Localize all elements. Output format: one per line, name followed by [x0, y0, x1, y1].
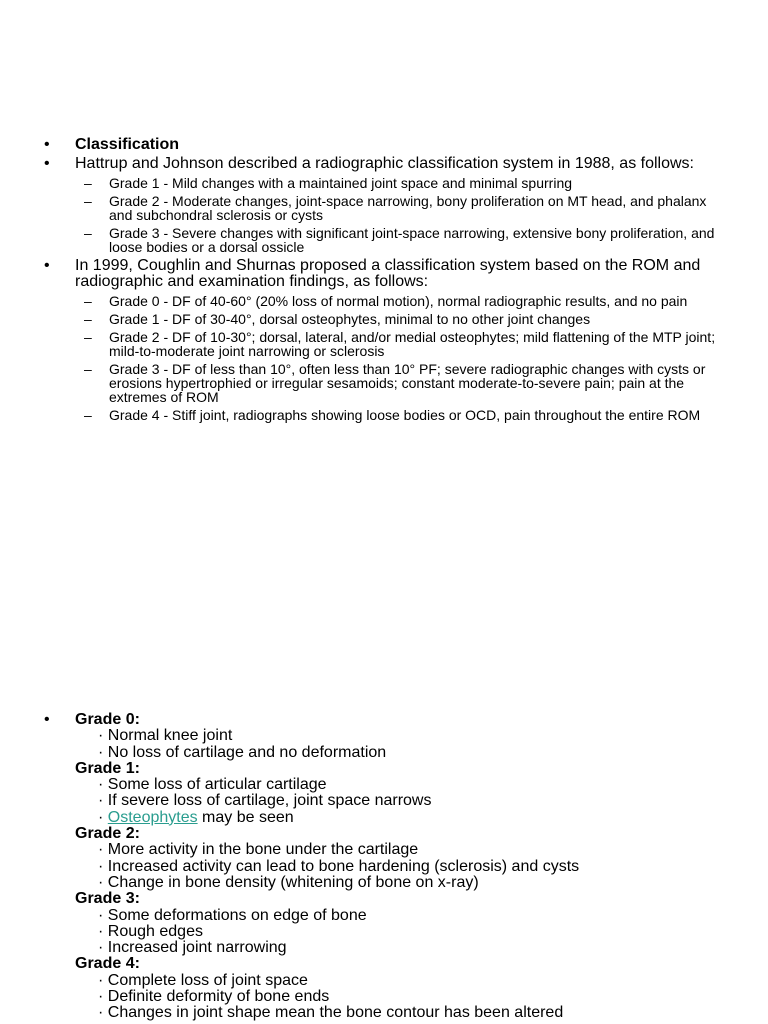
bullet-icon: • — [44, 711, 50, 728]
hattrup-grade-2-text: Grade 2 - Moderate changes, joint-space narrowing, bony proliferation on MT head, and phalanx and subchondral sclerosis or cysts — [109, 193, 707, 223]
coughlin-grade-4 — [0, 408, 768, 422]
grade-4-item — [0, 989, 768, 1005]
dot-icon: · — [98, 939, 108, 957]
dot-icon: · — [98, 873, 108, 891]
dot-icon: · — [98, 971, 108, 989]
coughlin-item — [0, 258, 768, 290]
grade-2-item — [0, 859, 768, 875]
grade-4-item-text: Definite deformity of bone ends — [107, 988, 330, 1006]
dot-icon: · — [98, 727, 108, 745]
coughlin-grade-3-text: Grade 3 - DF of less than 10°, often less than 10° PF; severe radiographic changes with cysts or erosions hypertrophied or irregular sesamoids; constant moderate-to-severe pain; pain at the extremes of ROM — [109, 361, 706, 405]
grade-2-title: Grade 2: — [75, 825, 140, 843]
grade-1-item — [0, 793, 768, 809]
grade-2-item — [0, 842, 768, 858]
grade-4-item — [0, 973, 768, 989]
hattrup-item — [0, 156, 768, 172]
grade-1-item — [0, 810, 768, 826]
bullet-icon: • — [44, 155, 50, 172]
bullet-icon: • — [44, 136, 50, 153]
dash-icon: – — [84, 175, 92, 191]
grade-0-item — [0, 745, 768, 761]
grade-1-item-text: Some loss of articular cartilage — [107, 776, 327, 794]
hattrup-text: Hattrup and Johnson described a radiographic classification system in 1988, as follows: — [75, 155, 694, 172]
grade-1-item — [0, 777, 768, 793]
grade-1-title: Grade 1: — [75, 759, 140, 777]
dash-icon: – — [84, 293, 92, 309]
grade-4-item-text: Complete loss of joint space — [107, 971, 308, 989]
grade-0-title: Grade 0: — [75, 711, 140, 728]
dash-icon: – — [84, 193, 92, 209]
grade-4-item — [0, 1005, 768, 1021]
grade-3-item — [0, 908, 768, 924]
classification-heading: Classification — [75, 136, 180, 153]
hattrup-grade-1 — [0, 176, 768, 190]
dot-icon: · — [98, 988, 108, 1006]
grade-4-title: Grade 4: — [75, 955, 140, 973]
classification-heading-item — [0, 137, 768, 153]
coughlin-grade-2 — [0, 330, 768, 358]
dot-icon: · — [98, 857, 108, 875]
grade-3-item-text: Some deformations on edge of bone — [107, 906, 367, 924]
grade-2-item-text: More activity in the bone under the cartilage — [107, 841, 419, 859]
grade-4-item-text: Changes in joint shape mean the bone contour has been altered — [107, 1004, 564, 1022]
dot-icon: · — [98, 1004, 108, 1022]
coughlin-grade-3 — [0, 362, 768, 404]
grade-3-item-text: Rough edges — [107, 922, 203, 940]
coughlin-grade-2-text: Grade 2 - DF of 10-30°; dorsal, lateral, and/or medial osteophytes; mild flattening of the MTP joint; mild-to-moderate joint narrowing or sclerosis — [109, 329, 716, 359]
dash-icon: – — [84, 225, 92, 241]
grade-3-item — [0, 924, 768, 940]
hattrup-grade-1-text: Grade 1 - Mild changes with a maintained joint space and minimal spurring — [109, 175, 573, 191]
hattrup-grade-3 — [0, 226, 768, 254]
dot-icon: · — [98, 776, 108, 794]
grade-2-item-text: Change in bone density (whitening of bone on x-ray) — [107, 873, 479, 891]
grade-0-item-text: Normal knee joint — [107, 727, 233, 745]
dash-icon: – — [84, 407, 92, 423]
coughlin-grade-4-text: Grade 4 - Stiff joint, radiographs showing loose bodies or OCD, pain throughout the entire ROM — [109, 407, 701, 423]
osteophytes-link[interactable]: Osteophytes — [107, 808, 198, 826]
grade-0-item — [0, 728, 768, 744]
dot-icon: · — [98, 841, 108, 859]
classification-section — [0, 137, 768, 422]
grade-3-title: Grade 3: — [75, 890, 140, 908]
hattrup-grade-3-text: Grade 3 - Severe changes with significant joint-space narrowing, extensive bony proliferation, and loose bodies or a dorsal ossicle — [109, 225, 715, 255]
dot-icon: · — [98, 792, 108, 810]
dash-icon: – — [84, 311, 92, 327]
grade-2-item — [0, 875, 768, 891]
coughlin-grade-1 — [0, 312, 768, 326]
grade-3-item — [0, 940, 768, 956]
hattrup-grade-2 — [0, 194, 768, 222]
dot-icon: · — [98, 922, 108, 940]
grades-section — [0, 712, 768, 1022]
grade-3-item-text: Increased joint narrowing — [107, 939, 287, 957]
grade-1-link-suffix: may be seen — [197, 808, 294, 826]
coughlin-text: In 1999, Coughlin and Shurnas proposed a classification system based on the ROM and radiographic and examination findings, as follows: — [75, 257, 701, 290]
grade-2-item-text: Increased activity can lead to bone hardening (sclerosis) and cysts — [107, 857, 580, 875]
coughlin-grade-0-text: Grade 0 - DF of 40-60° (20% loss of normal motion), normal radiographic results, and no pain — [109, 293, 688, 309]
dot-icon: · — [98, 743, 108, 761]
grade-0-item-text: No loss of cartilage and no deformation — [107, 743, 387, 761]
dash-icon: – — [84, 361, 92, 377]
bullet-icon: • — [44, 257, 50, 274]
dot-icon: · — [98, 906, 108, 924]
dot-icon: · — [98, 808, 108, 826]
dash-icon: – — [84, 329, 92, 345]
grade-1-item-text: If severe loss of cartilage, joint space narrows — [107, 792, 432, 810]
coughlin-grade-1-text: Grade 1 - DF of 30-40°, dorsal osteophytes, minimal to no other joint changes — [109, 311, 591, 327]
coughlin-grade-0 — [0, 294, 768, 308]
